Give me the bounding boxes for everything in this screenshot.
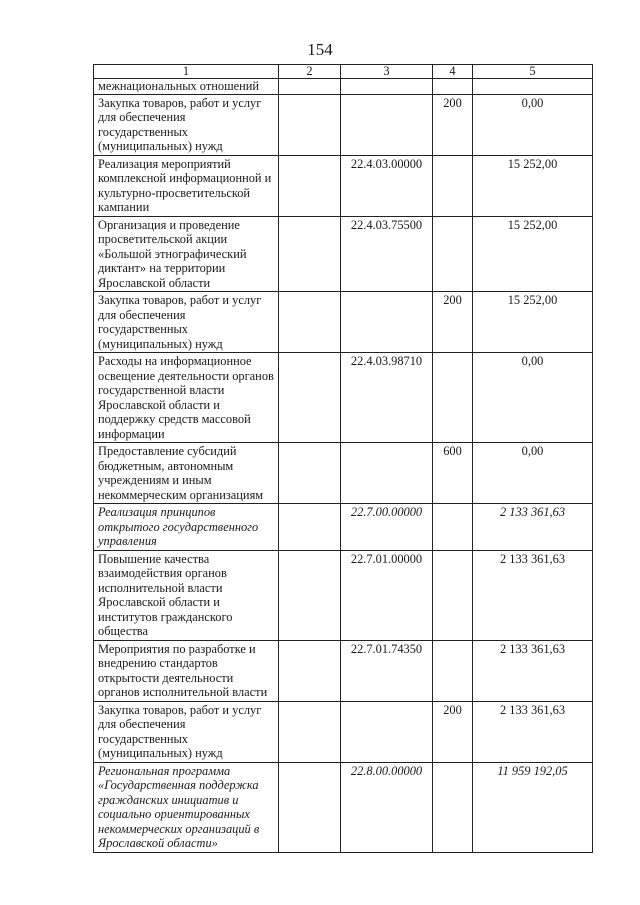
row-col2 xyxy=(279,701,341,762)
row-col2 xyxy=(279,155,341,216)
row-name: Закупка товаров, работ и услуг для обеспечения государственных (муниципальных) нужд xyxy=(94,701,279,762)
row-expense-type xyxy=(433,216,473,292)
row-name: Закупка товаров, работ и услуг для обеспечения государственных (муниципальных) нужд xyxy=(94,292,279,353)
row-code: 22.4.03.98710 xyxy=(341,353,433,443)
row-expense-type xyxy=(433,353,473,443)
table-row xyxy=(94,504,593,551)
row-name: межнациональных отношений xyxy=(94,79,279,95)
row-col2 xyxy=(279,504,341,551)
row-amount: 2 133 361,63 xyxy=(473,550,593,640)
column-header: 5 xyxy=(473,65,593,79)
row-col2 xyxy=(279,216,341,292)
row-expense-type: 200 xyxy=(433,94,473,155)
table-row xyxy=(94,94,593,155)
row-name: Мероприятия по разработке и внедрению стандартов открытости деятельности органов исполнительной власти xyxy=(94,640,279,701)
row-expense-type: 200 xyxy=(433,701,473,762)
row-amount: 0,00 xyxy=(473,443,593,504)
table-row xyxy=(94,640,593,701)
row-expense-type xyxy=(433,550,473,640)
row-code: 22.7.00.00000 xyxy=(341,504,433,551)
row-col2 xyxy=(279,353,341,443)
row-name: Повышение качества взаимодействия органов исполнительной власти Ярославской области и институтов гражданского общества xyxy=(94,550,279,640)
row-amount: 0,00 xyxy=(473,94,593,155)
table-row xyxy=(94,155,593,216)
row-expense-type xyxy=(433,155,473,216)
row-code xyxy=(341,701,433,762)
row-name: Организация и проведение просветительской акции «Большой этнографический диктант» на территории Ярославской области xyxy=(94,216,279,292)
column-header: 4 xyxy=(433,65,473,79)
row-col2 xyxy=(279,292,341,353)
column-header: 3 xyxy=(341,65,433,79)
row-amount: 2 133 361,63 xyxy=(473,701,593,762)
row-col2 xyxy=(279,79,341,95)
row-col2 xyxy=(279,443,341,504)
row-code xyxy=(341,443,433,504)
row-expense-type: 200 xyxy=(433,292,473,353)
table-row xyxy=(94,550,593,640)
row-expense-type xyxy=(433,640,473,701)
row-expense-type xyxy=(433,504,473,551)
row-name: Реализация принципов открытого государственного управления xyxy=(94,504,279,551)
row-code xyxy=(341,79,433,95)
column-header: 1 xyxy=(94,65,279,79)
row-code: 22.4.03.00000 xyxy=(341,155,433,216)
row-amount: 15 252,00 xyxy=(473,216,593,292)
row-col2 xyxy=(279,640,341,701)
row-name: Предоставление субсидий бюджетным, автономным учреждениям и иным некоммерческим организациям xyxy=(94,443,279,504)
table-row xyxy=(94,216,593,292)
table-row xyxy=(94,762,593,852)
row-name: Закупка товаров, работ и услуг для обеспечения государственных (муниципальных) нужд xyxy=(94,94,279,155)
table-row xyxy=(94,292,593,353)
row-amount xyxy=(473,79,593,95)
row-name: Расходы на информационное освещение деятельности органов государственной власти Ярославской области и поддержку средств массовой информации xyxy=(94,353,279,443)
table-row xyxy=(94,443,593,504)
row-name: Региональная программа «Государственная поддержка гражданских инициатив и социально ориентированных некоммерческих организаций в Ярославской области» xyxy=(94,762,279,852)
row-code: 22.8.00.00000 xyxy=(341,762,433,852)
row-code xyxy=(341,94,433,155)
row-code: 22.7.01.00000 xyxy=(341,550,433,640)
row-amount: 11 959 192,05 xyxy=(473,762,593,852)
row-amount: 15 252,00 xyxy=(473,155,593,216)
row-amount: 2 133 361,63 xyxy=(473,504,593,551)
budget-table xyxy=(93,64,593,853)
row-code: 22.7.01.74350 xyxy=(341,640,433,701)
row-amount: 15 252,00 xyxy=(473,292,593,353)
row-col2 xyxy=(279,762,341,852)
row-code xyxy=(341,292,433,353)
row-expense-type xyxy=(433,79,473,95)
row-name: Реализация мероприятий комплексной информационной и культурно-просветительской кампании xyxy=(94,155,279,216)
page-number: 154 xyxy=(307,40,333,59)
table-row xyxy=(94,353,593,443)
row-code: 22.4.03.75500 xyxy=(341,216,433,292)
column-header: 2 xyxy=(279,65,341,79)
table-row xyxy=(94,701,593,762)
row-amount: 2 133 361,63 xyxy=(473,640,593,701)
row-expense-type: 600 xyxy=(433,443,473,504)
table-header-row xyxy=(94,65,593,79)
table-row xyxy=(94,79,593,95)
row-col2 xyxy=(279,550,341,640)
row-expense-type xyxy=(433,762,473,852)
row-amount: 0,00 xyxy=(473,353,593,443)
row-col2 xyxy=(279,94,341,155)
